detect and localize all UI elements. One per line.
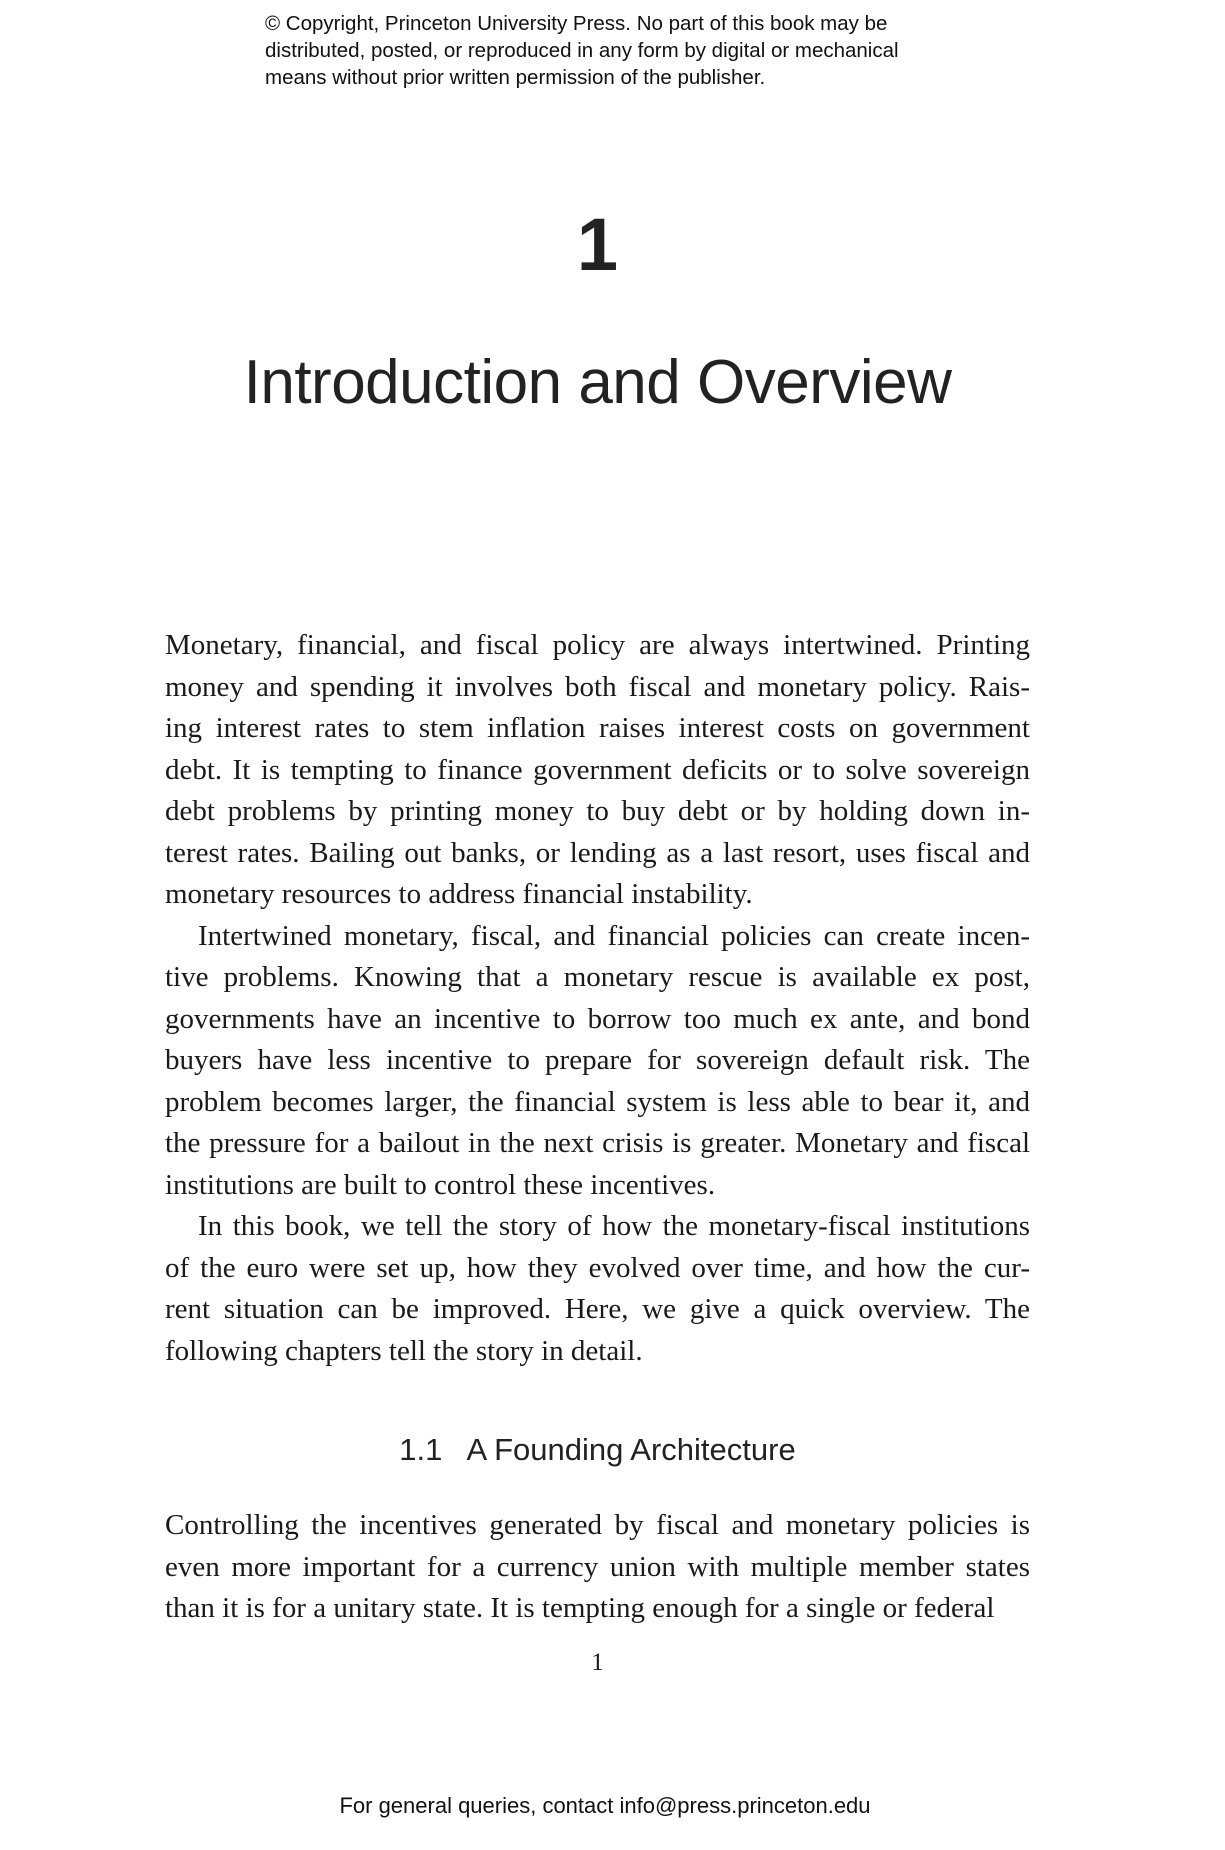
text-line: the pressure for a bailout in the next crisis is greater. Monetary and fiscal [165, 1127, 1030, 1159]
copyright-notice [265, 10, 985, 91]
copyright-line: distributed, posted, or reproduced in any form by digital or mechanical [265, 39, 899, 62]
text-line: ing interest rates to stem inflation raises interest costs on government [165, 712, 1030, 744]
text-line: debt. It is tempting to finance government deficits or to solve sovereign [165, 753, 1030, 786]
text-line: governments have an incentive to borrow too much ex ante, and bond [165, 1002, 1030, 1035]
body-text-block [165, 1505, 1030, 1630]
paragraph [165, 1206, 1030, 1372]
chapter-title: Introduction and Overview [243, 348, 952, 417]
text-line: monetary resources to address financial instability. [165, 878, 753, 910]
text-line: institutions are built to control these incentives. [165, 1168, 716, 1201]
text-line: of the euro were set up, how they evolved over time, and how the cur- [165, 1251, 1030, 1284]
footer-contact: For general queries, contact info@press.princeton.edu [339, 1793, 871, 1818]
text-line: buyers have less incentive to prepare for sovereign default risk. The [165, 1044, 1030, 1076]
copyright-line: means without prior written permission of the publisher. [265, 66, 766, 89]
text-line: Intertwined monetary, fiscal, and financial policies can create incen- [198, 919, 1030, 952]
page-number: 1 [591, 1649, 604, 1676]
text-line: following chapters tell the story in detail. [165, 1334, 643, 1367]
text-line: even more important for a currency union with multiple member states [165, 1550, 1030, 1583]
text-line: Monetary, financial, and fiscal policy are always intertwined. Printing [165, 629, 1030, 661]
text-line: money and spending it involves both fiscal and monetary policy. Rais- [165, 670, 1030, 703]
copyright-line: © Copyright, Princeton University Press. No part of this book may be [265, 12, 888, 35]
chapter-number: 1 [576, 203, 619, 286]
body-text-block [165, 625, 1030, 1372]
paragraph [165, 916, 1030, 1207]
paragraph [165, 1505, 1030, 1630]
text-line: tive problems. Knowing that a monetary rescue is available ex post, [165, 961, 1030, 993]
text-line: debt problems by printing money to buy debt or by holding down in- [165, 795, 1030, 827]
text-line: than it is for a unitary state. It is tempting enough for a single or federal [165, 1592, 995, 1624]
text-line: rent situation can be improved. Here, we give a quick overview. The [165, 1293, 1030, 1325]
section-number: 1.1 [399, 1432, 443, 1467]
text-line: terest rates. Bailing out banks, or lending as a last resort, uses fiscal and [165, 836, 1030, 869]
text-line: Controlling the incentives generated by fiscal and monetary policies is [165, 1509, 1030, 1541]
text-line: problem becomes larger, the financial system is less able to bear it, and [165, 1085, 1030, 1118]
text-line: In this book, we tell the story of how the monetary-fiscal institutions [198, 1210, 1030, 1242]
section-title: A Founding Architecture [466, 1432, 796, 1467]
section-heading [0, 1430, 1195, 1470]
paragraph [165, 625, 1030, 916]
section-title-spacer [442, 1432, 466, 1467]
